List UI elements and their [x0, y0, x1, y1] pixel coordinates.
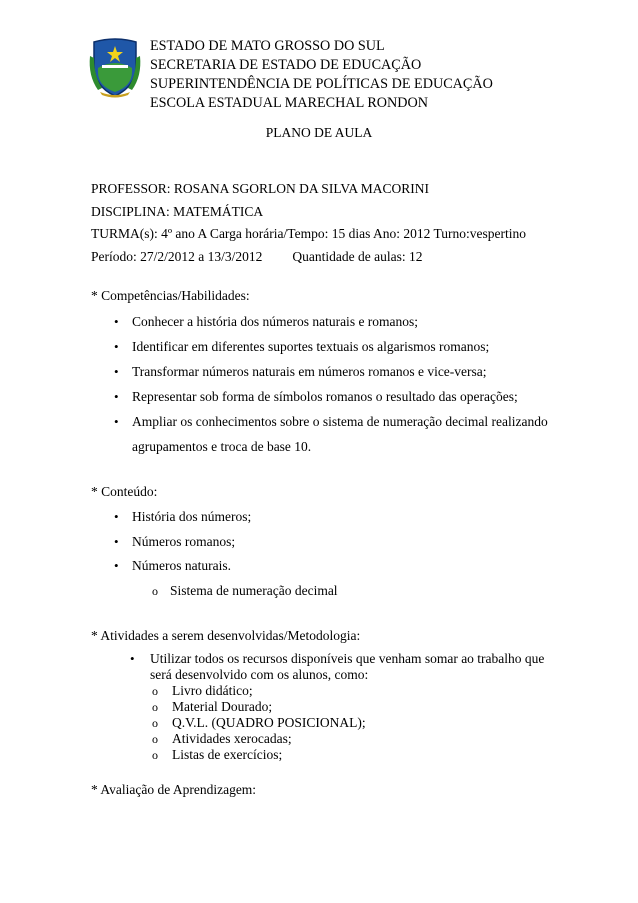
conteudo-heading: * Conteúdo:: [91, 484, 158, 499]
sub-list-item: Atividades xerocadas;: [172, 731, 292, 746]
list-item: Transformar números naturais em números romanos e vice-versa;: [132, 364, 487, 379]
header-line-secretaria: SECRETARIA DE ESTADO DE EDUCAÇÃO: [150, 57, 422, 73]
sub-list-item: Q.V.L. (QUADRO POSICIONAL);: [172, 715, 366, 730]
circle-bullet-icon: o: [152, 748, 158, 762]
sub-list-item: Livro didático;: [172, 683, 253, 698]
periodo-line: [91, 246, 526, 269]
list-item: Utilizar todos os recursos disponíveis que venham somar ao trabalho que: [150, 651, 545, 666]
bullet-icon: •: [114, 339, 119, 354]
sub-list-item: Material Dourado;: [172, 699, 273, 714]
bullet-icon: •: [114, 558, 119, 573]
quantidade-text: Quantidade de aulas: 12: [292, 248, 423, 264]
list-item: Ampliar os conhecimentos sobre o sistema de numeração decimal realizando: [132, 414, 548, 429]
periodo-text: Período: 27/2/2012 a 13/3/2012: [91, 248, 263, 264]
circle-bullet-icon: o: [152, 584, 158, 598]
circle-bullet-icon: o: [152, 716, 158, 730]
list-item: Números naturais.: [132, 558, 231, 573]
bullet-icon: •: [114, 389, 119, 404]
list-item-continuation: será desenvolvido com os alunos, como:: [150, 667, 369, 682]
competencias-heading: * Competências/Habilidades:: [91, 288, 250, 303]
bullet-icon: •: [114, 314, 119, 329]
list-item: Números romanos;: [132, 534, 236, 549]
header-line-state: ESTADO DE MATO GROSSO DO SUL: [150, 38, 385, 54]
turma-line: TURMA(s): 4º ano A Carga horária/Tempo: 15 dias Ano: 2012 Turno:vespertino: [91, 226, 526, 241]
list-item: História dos números;: [132, 509, 252, 524]
bullet-icon: •: [114, 414, 119, 429]
disciplina-line: DISCIPLINA: MATEMÁTICA: [91, 203, 264, 219]
header-line-superintendencia: SUPERINTENDÊNCIA DE POLÍTICAS DE EDUCAÇÃO: [150, 76, 493, 92]
avaliacao-heading: * Avaliação de Aprendizagem:: [91, 782, 257, 797]
atividades-heading: * Atividades a serem desenvolvidas/Metodologia:: [91, 628, 361, 643]
document-title: PLANO DE AULA: [265, 125, 373, 140]
list-item: Identificar em diferentes suportes textuais os algarismos romanos;: [132, 339, 490, 354]
bullet-icon: •: [114, 534, 119, 549]
list-item-continuation: agrupamentos e troca de base 10.: [132, 439, 312, 454]
bullet-icon: •: [130, 651, 135, 666]
bullet-icon: •: [114, 364, 119, 379]
circle-bullet-icon: o: [152, 700, 158, 714]
list-item: Representar sob forma de símbolos romanos o resultado das operações;: [132, 389, 518, 404]
header-line-school: ESCOLA ESTADUAL MARECHAL RONDON: [150, 95, 429, 111]
professor-line: PROFESSOR: ROSANA SGORLON DA SILVA MACORINI: [91, 181, 429, 196]
sub-list-item: Listas de exercícios;: [172, 747, 283, 762]
lesson-info: [91, 178, 526, 268]
circle-bullet-icon: o: [152, 732, 158, 746]
list-item: Conhecer a história dos números naturais e romanos;: [132, 314, 419, 329]
bullet-icon: •: [114, 509, 119, 524]
state-coat-of-arms-icon: [88, 36, 142, 98]
circle-bullet-icon: o: [152, 684, 158, 698]
institution-header: [150, 37, 493, 113]
sub-list-item: Sistema de numeração decimal: [170, 583, 338, 598]
